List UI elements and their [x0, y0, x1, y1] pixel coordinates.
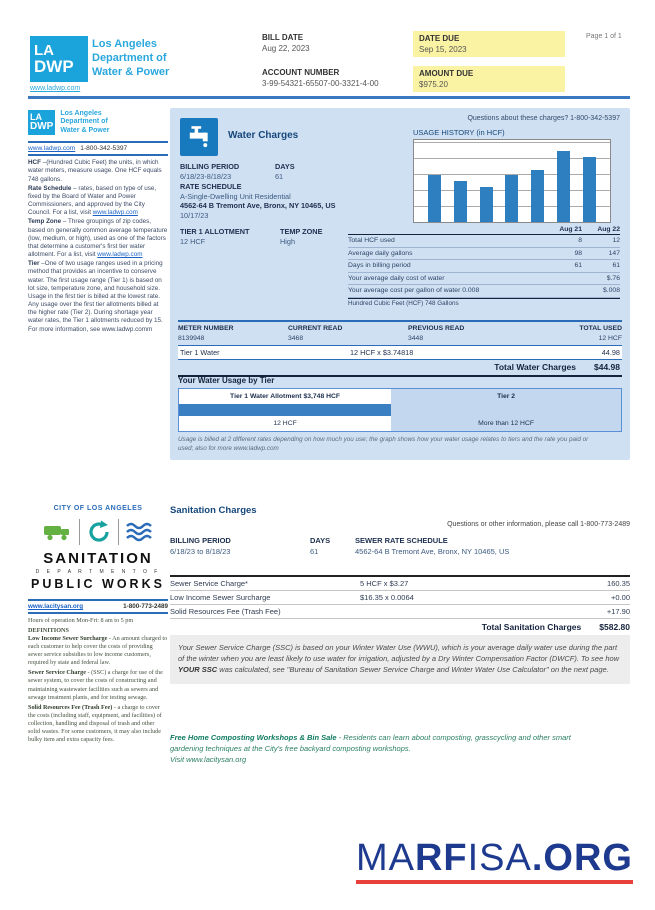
usage-stat-row: [348, 285, 620, 298]
definition-term: HCF: [28, 159, 41, 167]
usage-stat-row: [348, 273, 620, 286]
ssc-note-pre: Your Sewer Service Charge (SSC) is based on your Winter Water Use (WWU), which is your average daily water use during the part of the winter when you are least likely to use water for irrigation, adjusted by a Dry Winter Compensation Factor (DWCF). To see how: [178, 643, 620, 663]
sanitation-definition: Solid Resources Fee (Trash Fee) - a charge to cover the costs (including staff, equipment, and facilities) of collection, handling and disposal of trash and other solid wastes. For some customers, it may also include bulky item and extra capacity fees.: [28, 703, 162, 743]
tier2-usage-bar: [391, 404, 621, 416]
ladwp-name-line2: Department of: [92, 51, 167, 64]
logo-dwp: DWP: [30, 121, 54, 132]
temp-zone-value: High: [280, 236, 296, 246]
current-read-value: 3468: [288, 335, 304, 342]
amount-due-value: $975.20: [419, 80, 448, 89]
current-read-header: CURRENT READ: [288, 325, 343, 332]
usage-by-tier-section: [178, 376, 622, 453]
days-value: 61: [275, 171, 284, 181]
water-definition: Tier –One of two usage ranges used in a pricing method that provides an incentive to conserve water. The first usage range (Tier 1) is based on lot size, temperature zone, and household size. Usage in the first tier is billed at the lowest rate. Any usage over the first tier allotments billed at the higher rate (Tier 2). During shortage year water rates, the Tier 1 allotments reduced by 15. For more information, see www.ladwp.comm: [28, 260, 163, 333]
billing-period-label: BILLING PERIOD: [180, 162, 240, 171]
composting-paragraph: [170, 733, 600, 766]
bill-date-block: [262, 33, 310, 53]
meter-number-value: 8139948: [178, 335, 205, 342]
ladwp-name-line3: Water & Power: [92, 65, 170, 78]
sanitation-charge-row: [170, 577, 630, 591]
usage-bar: [480, 187, 493, 222]
water-billing-info: [180, 162, 348, 247]
tier1-allotment-value: 12 HCF: [180, 236, 206, 246]
tier1-water-calc: 12 HCF x $3.74818: [350, 348, 414, 357]
date-note: 10/17/23: [180, 211, 209, 221]
composting-text: - Residents can learn about composting, grasscycling and other smart gardening techniques at the City's free backyard composting workshops.: [170, 733, 571, 753]
water-sidebar: [28, 110, 168, 335]
sewer-rate-schedule-label: SEWER RATE SCHEDULE: [355, 536, 448, 545]
usage-stat-aug22: 12: [612, 237, 620, 245]
sanitation-charges-table: [170, 575, 630, 637]
ladwp-logo-dwp: DWP: [34, 57, 74, 76]
ladwp-logo-small: [28, 110, 168, 135]
department-of-label: D E P A R T M E N T O F: [35, 569, 161, 575]
meter-table-headers: [178, 322, 622, 333]
public-works-label: PUBLIC WORKS: [31, 577, 165, 591]
charge-calc: 5 HCF x $3.27: [360, 579, 409, 588]
ladwp-logo-la: LA: [34, 42, 54, 59]
stats-col-aug21: Aug 21: [559, 226, 582, 233]
brand-wordmark: [356, 839, 633, 877]
usage-stat-label: Days in billing period: [348, 262, 411, 270]
hcf-footnote: Hundred Cubic Feet (HCF) 748 Gallons: [348, 298, 620, 307]
water-definitions: [28, 159, 168, 334]
san-days-label: DAYS: [310, 536, 331, 545]
san-days-value: 61: [310, 547, 319, 556]
usage-stat-label: Your average cost per gallon of water 0.008: [348, 287, 480, 295]
usage-stat-aug22: 147: [608, 249, 620, 257]
sanitation-charges-panel: [170, 505, 630, 764]
total-water-charges-row: [178, 360, 622, 377]
sanitation-definitions: [28, 635, 168, 744]
hours-of-operation: Hours of operation Mon-Fri: 8 am to 5 pm: [28, 617, 134, 624]
city-of-la-label: CITY OF LOS ANGELES: [53, 505, 143, 512]
charge-label: Sewer Service Charge*: [170, 579, 248, 588]
definition-term: Low Income Sewer Surcharge: [28, 635, 109, 643]
sanitation-charges-title: Sanitation Charges: [170, 505, 257, 516]
sewer-rate-address: 4562-64 B Tremont Ave, Bronx, NY 10465, US: [355, 547, 510, 556]
total-water-charges-label: Total Water Charges: [494, 362, 576, 372]
ssc-note-bold: YOUR SSC: [178, 664, 218, 674]
charge-calc: $16.35 x 0.0064: [360, 593, 414, 602]
total-used-header: TOTAL USED: [579, 325, 622, 332]
account-number-label: ACCOUNT NUMBER: [262, 68, 340, 77]
charge-amount: 160.35: [607, 579, 630, 588]
charge-label: Low Income Sewer Surcharge: [170, 593, 271, 602]
service-address: 4562-64 B Tremont Ave, Bronx, NY 10465, US: [180, 201, 336, 211]
footer-brand: [356, 839, 633, 884]
tier1-allotment-label: TIER 1 ALLOTMENT: [180, 227, 250, 237]
san-billing-period-label: BILLING PERIOD: [170, 536, 231, 545]
usage-bar: [531, 170, 544, 222]
usage-bar: [428, 175, 441, 222]
usage-history-label: USAGE HISTORY (in HCF): [413, 128, 505, 137]
stats-col-aug22: Aug 22: [597, 226, 620, 233]
date-due-value: Sep 15, 2023: [419, 45, 467, 54]
tier2-value: More than 12 HCF: [391, 416, 621, 431]
sanitation-charge-rows: [170, 577, 630, 619]
usage-stat-label: Your average daily cost of water: [348, 274, 445, 282]
total-sanitation-label: Total Sanitation Charges: [481, 622, 582, 632]
usage-bar: [454, 181, 467, 222]
water-questions-line: Questions about these charges? 1-800-342-5397: [467, 115, 620, 122]
tier2-header: Tier 2: [391, 389, 621, 404]
logo-divider: [79, 519, 80, 545]
ladwp-website-link[interactable]: www.ladwp.com: [30, 85, 81, 92]
meter-table: [178, 320, 622, 377]
usage-stats-rows: [348, 234, 620, 298]
water-definition: Rate Schedule – rates, based on type of use, fixed by the Board of Water and Power Commissioners, and approved by the City Council. For a list, visit www.ladwp.com: [28, 184, 157, 217]
ladwp-phone: 1-800-342-5397: [80, 145, 128, 153]
composting-title: Free Home Composting Workshops & Bin Sale: [170, 733, 337, 742]
usage-by-tier-title: Your Water Usage by Tier: [178, 376, 275, 385]
truck-icon: [43, 521, 73, 543]
brand-underline: [356, 880, 633, 884]
account-number-block: [262, 68, 379, 88]
ladwp-sidebar-link[interactable]: www.ladwp.com: [28, 145, 76, 153]
ladwp-inline-link[interactable]: www.ladwp.com: [92, 209, 138, 217]
sanitation-questions-line: Questions or other information, please call 1-800-773-2489: [447, 521, 630, 528]
usage-stat-label: Average daily gallons: [348, 249, 413, 257]
sanitation-wordmark: SANITATION: [43, 550, 153, 567]
usage-stat-aug22: 61: [612, 262, 620, 270]
date-due-block: [413, 31, 565, 57]
charge-label: Solid Resources Fee (Trash Fee): [170, 607, 281, 616]
usage-stat-aug21: 61: [574, 262, 582, 270]
ladwp-logo-small-box: [28, 110, 55, 135]
san-billing-period-value: 6/18/23 to 8/18/23: [170, 547, 231, 556]
definition-term: Tier: [28, 260, 40, 268]
rate-schedule-value: A-Single-Dwelling Unit Residential: [180, 191, 291, 201]
sanitation-sidebar: [28, 505, 168, 746]
composting-visit-link[interactable]: Visit www.lacitysan.org: [170, 754, 247, 764]
usage-stat-label: Total HCF used: [348, 237, 395, 245]
logo-la: LA: [30, 112, 42, 122]
tier1-water-row: [178, 345, 622, 360]
previous-read-value: 3448: [408, 335, 424, 342]
days-label: DAYS: [275, 162, 295, 171]
tier1-water-label: Tier 1 Water: [180, 348, 220, 357]
sanitation-phone: 1-800-773-2489: [123, 603, 168, 610]
tier-caption: Usage is billed at 2 different rates depending on how much you use; the graph shows how your water usage relates to tiers and the rate you paid or used; also for more www.ladwp.com: [178, 436, 589, 452]
usage-history-chart: [413, 139, 611, 223]
water-contact-row: [28, 141, 168, 156]
lacitysan-link[interactable]: www.lacitysan.org: [28, 603, 84, 610]
usage-stats-columns: [348, 226, 620, 234]
water-definition: Temp Zone – Three groupings of zip codes, based on generally common average temperature (low, medium, or high), used as one of the factors that determine a customer's first tier water allotment. For a list, visit www.ladwp.com: [28, 218, 168, 259]
billing-period-value: 6/18/23-8/18/23: [180, 171, 232, 181]
recycle-icon: [86, 519, 112, 545]
sanitation-logo-icons: [28, 516, 168, 548]
brand-part: MA: [355, 837, 415, 879]
header-divider: [28, 96, 630, 99]
account-number-value: 3-99-54321-65507-00-3321-4-00: [262, 79, 379, 88]
meter-table-row: [178, 333, 622, 345]
sanitation-charge-row: [170, 591, 630, 605]
total-used-value: 12 HCF: [598, 335, 622, 342]
definition-term: Temp Zone: [28, 218, 62, 226]
usage-by-tier-chart: [178, 388, 622, 432]
charge-amount: +17.90: [606, 607, 630, 616]
rate-schedule-label: RATE SCHEDULE: [180, 181, 242, 191]
ladwp-name: [92, 38, 169, 79]
water-charges-panel: [170, 108, 630, 460]
sanitation-charge-row: [170, 605, 630, 619]
ssc-note-post: was calculated, see "Bureau of Sanitation Sewer Service Charge and Winter Water Use Calculator" on the next page.: [217, 664, 609, 674]
tier1-header: Tier 1 Water Allotment $3,748 HCF: [179, 389, 391, 404]
waves-icon: [125, 521, 153, 543]
ladwp-name-small: Los Angeles Department of Water & Power: [60, 110, 110, 134]
amount-due-label: AMOUNT DUE: [419, 69, 474, 78]
water-charges-title: Water Charges: [228, 130, 299, 141]
definition-term: Sewer Service Charge: [28, 669, 88, 677]
amount-due-block: [413, 66, 565, 92]
previous-read-header: PREVIOUS READ: [408, 325, 465, 332]
tier1-water-amount: 44.98: [601, 348, 620, 357]
sanitation-definition: Low Income Sewer Surcharge - An amount charged to each customer to help cover the costs of providing sewer service subsidies to low income customers, required by state and federal law.: [28, 635, 168, 667]
usage-stats-table: [348, 226, 620, 307]
definition-term: Rate Schedule: [28, 184, 72, 192]
usage-history-bars: [414, 140, 610, 222]
usage-stat-row: [348, 248, 620, 261]
temp-zone-label: TEMP ZONE: [280, 227, 323, 237]
usage-stat-row: [348, 235, 620, 248]
sanitation-definition: Sewer Service Charge - (SSC) a charge for use of the sewer system, to cover the costs of constructing and maintaining wastewater facilities such as sewers and sewage treatment plants, and for testing sewage.: [28, 669, 163, 701]
usage-stat-aug21: 8: [578, 237, 582, 245]
brand-part: .ORG: [531, 837, 633, 879]
bill-date-label: BILL DATE: [262, 33, 304, 42]
charge-amount: +0.00: [611, 593, 630, 602]
brand-part: RF: [414, 837, 468, 879]
definition-term: Solid Resources Fee (Trash Fee): [28, 703, 114, 711]
faucet-icon: [180, 118, 218, 156]
definitions-title: DEFINITIONS: [28, 627, 69, 635]
usage-stat-aug22: $.76: [606, 274, 620, 282]
meter-number-header: METER NUMBER: [178, 325, 234, 332]
total-water-charges-value: $44.98: [594, 362, 620, 372]
ssc-note-box: [170, 635, 630, 684]
water-definition: HCF –(Hundred Cubic Feet) the units, in which water meters, measure usage. One HCF equals 748 gallons.: [28, 159, 162, 183]
ladwp-name-line1: Los Angeles: [92, 38, 157, 50]
usage-bar: [557, 151, 570, 222]
usage-bar: [505, 175, 518, 222]
usage-stat-aug22: $.008: [602, 287, 620, 295]
date-due-label: DATE DUE: [419, 34, 460, 43]
page-indicator: Page 1 of 1: [586, 33, 622, 40]
ladwp-logo: [30, 36, 88, 82]
tier1-usage-bar: [179, 404, 391, 416]
sanitation-contact-row: [28, 599, 168, 614]
tier1-value: 12 HCF: [179, 416, 391, 431]
usage-bar: [583, 157, 596, 222]
usage-stat-aug21: 98: [574, 249, 582, 257]
ladwp-inline-link[interactable]: www.ladwp.com: [97, 251, 143, 259]
logo-divider: [118, 519, 119, 545]
bill-date-value: Aug 22, 2023: [262, 44, 310, 53]
usage-stat-row: [348, 260, 620, 273]
total-sanitation-value: $582.80: [599, 622, 630, 632]
brand-part: ISA: [467, 837, 532, 879]
